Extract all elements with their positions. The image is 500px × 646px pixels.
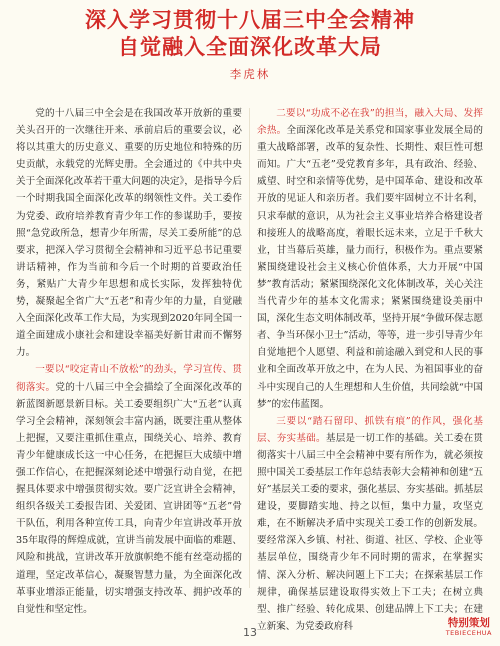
paragraph-intro: 党的十八届三中全会是在我国改革开放新的重要关头召开的一次继往开来、承前启后的重要会议，必将以其重大的历史意义、重要的历史地位和特殊的历史贡献，永载党的光辉史册。全会通过的《中共中央关于全面深化改革若干重大问题的决定》，是指导今后一个时期我国全面深化改革的纲领性文件。关工委作为党委、政府培养教育青少年工作的参谋助手，要按照“急党政所急，想青少年所需，尽关工委所能”的总要求，把深入学习贯彻全会精神和习近平总书记重要讲话精神，作为当前和今后一个时期的首要政治任务，紧贴广大青少年思想和成长实际，发挥独特优势，凝聚起全省广大“五老”和青少年的力量，自觉融入全面深化改革工作大局，为实现到2020年同全国一道全面建成小康社会和建设幸福美好新甘肃而不懈努力。	[16, 108, 242, 359]
left-column	[16, 105, 243, 615]
section-two-heading: 二要以“功成不必在我”的担当，融入大局、发挥余热。	[257, 108, 483, 137]
section-badge-subtitle: TEBIECEHUA	[445, 628, 492, 637]
section-badge	[446, 618, 492, 637]
page-number: 13	[243, 626, 257, 639]
section-one-body: 党的十八届三中全会描绘了全面深化改革的新蓝图新愿景新目标。关工委要组织广大“五老”认真学习全会精神，深刻领会丰富内涵，既要注重从整体上把握，又要注重抓住重点，围绕关心、培养、教育青少年健康成长这一中心任务，在把握巨大成绩中增强工作信心，在把握深刻论述中增强行动自觉，在把握具体要求中增强贯彻实效。要广泛宣讲全会精神，组织各级关工委报告团、关爱团、宣讲团等“五老”骨干队伍，利用各种宣传工具，向青少年宣讲改革开放35年取得的辉煌成就，宣讲当前发展中面临的难题、风险和挑战，宣讲改革开放旗帜绝不能有丝毫动摇的道理，坚定改革信心，凝聚智慧力量，为全面深化改革事业增添正能量，切实增强支持改革、拥护改革的自觉性和坚定性。	[16, 381, 243, 615]
paragraph-section-three	[257, 413, 483, 635]
section-badge-title: 特别策划	[447, 617, 490, 629]
section-two-body: 全面深化改革是关系党和国家事业发展全局的重大战略部署，改革的复杂性、长期性、艰巨性可想而知。广大“五老”受党教育多年，具有政治、经验、威望、时空和亲情等优势，是中国革命、建设和改革开放的见证人和亲历者。我们要牢固树立不计名利，只求奉献的意识，从为社会主义事业培养合格建设者和接班人的战略高度，着眼长远未来，立足于千秋大业，甘当幕后英雄，量力而行，积极作为。重点要紧紧围绕建设社会主义核心价值体系，大力开展“中国梦”教育活动；紧紧围绕深化文化体制改革，关心关注当代青少年的基本文化需求；紧紧围绕建设美丽中国，深化生态文明体制改革，坚持开展“争做环保志愿者、争当环保小卫士”活动，等等，进一步引导青少年自觉地把个人愿望、利益和前途融入到党和人民的事业和全面改革开放之中，在为人民、为祖国事业的奋斗中实现自己的人生理想和人生价值，共同绘就“中国梦”的宏伟蓝图。	[257, 125, 484, 410]
column-divider	[249, 108, 250, 588]
paragraph-section-one	[16, 361, 242, 617]
paragraph-section-two	[257, 105, 483, 413]
section-three-body: 基层是一切工作的基础。关工委在贯彻落实十八届三中全会精神中要有所作为，就必须按照中国关工委基层工作年总结表彰大会精神和创建“五好”基层关工委的要求，强化基层、夯实基础。抓基层建设，要脚踏实地、持之以恒，集中力量，攻坚克难，在不断解决矛盾中实现关工委工作的创新发展。要经常深入乡镇、村社、街道、社区、学校、企业等基层单位，围绕青少年不同时期的需求，在掌握实情、深入分析、解决问题上下工夫；在探索基层工作规律，确保基层建设取得实效上下工夫；在树立典型、推广经验、转化成果、创建品牌上下工夫；在建立新案、为党委政府科	[257, 432, 484, 632]
article-title-line-2: 自觉融入全面深化改革大局	[118, 35, 382, 59]
article-author: 李虎林	[229, 67, 271, 81]
article-title-line-1: 深入学习贯彻十八届三中全会精神	[85, 8, 415, 32]
section-three-heading: 三要以“踏石留印、抓铁有痕”的作风，强化基层、夯实基础。	[257, 415, 483, 444]
section-one-heading: 一要以“咬定青山不放松”的劲头，学习宣传、贯彻落实。	[16, 364, 242, 393]
